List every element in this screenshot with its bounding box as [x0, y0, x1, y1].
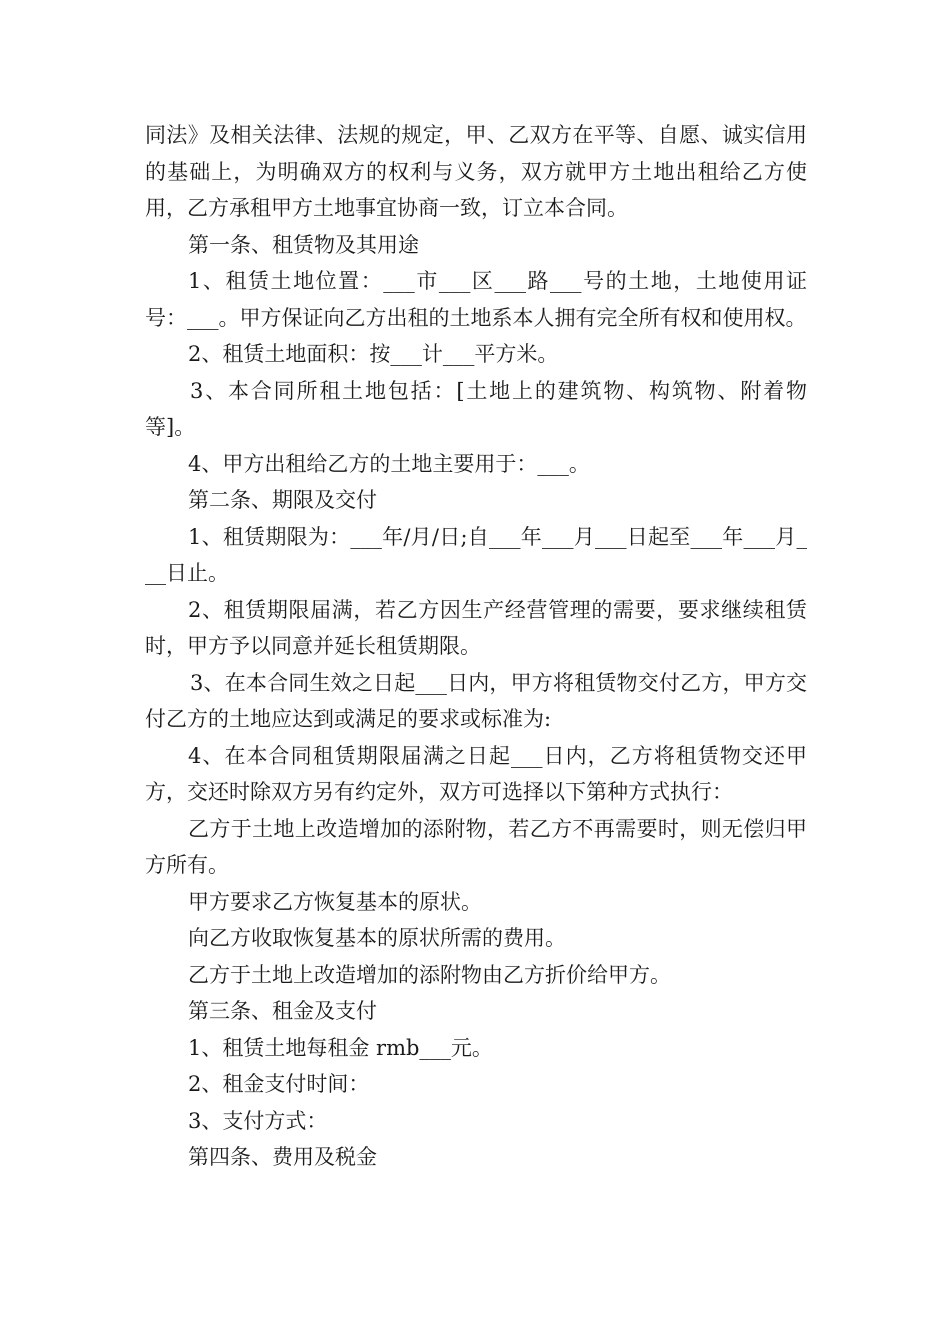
article-1-clause-1: 1、租赁土地位置：___市___区___路___号的土地，土地使用证号：___。甲方保证向乙方出租的土地系本人拥有完全所有权和使用权。 [145, 269, 807, 330]
article-1-clause-4: 4、甲方出租给乙方的土地主要用于：___。 [188, 451, 590, 476]
article-2-option-d: 乙方于土地上改造增加的添附物由乙方折价给甲方。 [188, 962, 671, 987]
article-2-clause-2: 2、租赁期限届满，若乙方因生产经营管理的需要，要求继续租赁时，甲方予以同意并延长租赁期限。 [145, 597, 807, 658]
article-2-option-a: 乙方于土地上改造增加的添附物，若乙方不再需要时，则无偿归甲方所有。 [145, 816, 807, 877]
article-2-clause-4: 4、在本合同租赁期限届满之日起___日内，乙方将租赁物交还甲方，交还时除双方另有约定外，双方可选择以下第种方式执行： [145, 743, 807, 804]
article-3-clause-1: 1、租赁土地每租金 rmb___元。 [188, 1035, 493, 1060]
article-3-clause-2: 2、租金支付时间： [188, 1072, 370, 1096]
article-3-clause-3: 3、支付方式： [188, 1108, 328, 1133]
article-2-clause-1: 1、租赁期限为：___年/月/日;自___年___月___日起至___年___月___日止。 [145, 524, 807, 585]
article-2-option-b: 甲方要求乙方恢复基本的原状。 [188, 889, 482, 914]
article-1-heading: 第一条、租赁物及其用途 [188, 232, 419, 257]
document-body [145, 117, 807, 1176]
article-2-clause-3: 3、在本合同生效之日起___日内，甲方将租赁物交付乙方，甲方交付乙方的土地应达到或满足的要求或标准为: [145, 670, 807, 731]
article-1-clause-2: 2、租赁土地面积：按___计___平方米。 [188, 342, 559, 366]
article-3-heading: 第三条、租金及支付 [188, 999, 377, 1023]
article-4-heading: 第四条、费用及税金 [188, 1145, 377, 1169]
article-2-option-c: 向乙方收取恢复基本的原状所需的费用。 [188, 926, 566, 950]
article-2-heading: 第二条、期限及交付 [188, 488, 377, 512]
paragraph-preamble-continued: 同法》及相关法律、法规的规定，甲、乙双方在平等、自愿、诚实信用的基础上，为明确双方的权利与义务，双方就甲方土地出租给乙方使用，乙方承租甲方土地事宜协商一致，订立本合同。 [145, 123, 807, 220]
article-1-clause-3: 3、本合同所租土地包括：[土地上的建筑物、构筑物、附着物等]。 [145, 378, 807, 439]
